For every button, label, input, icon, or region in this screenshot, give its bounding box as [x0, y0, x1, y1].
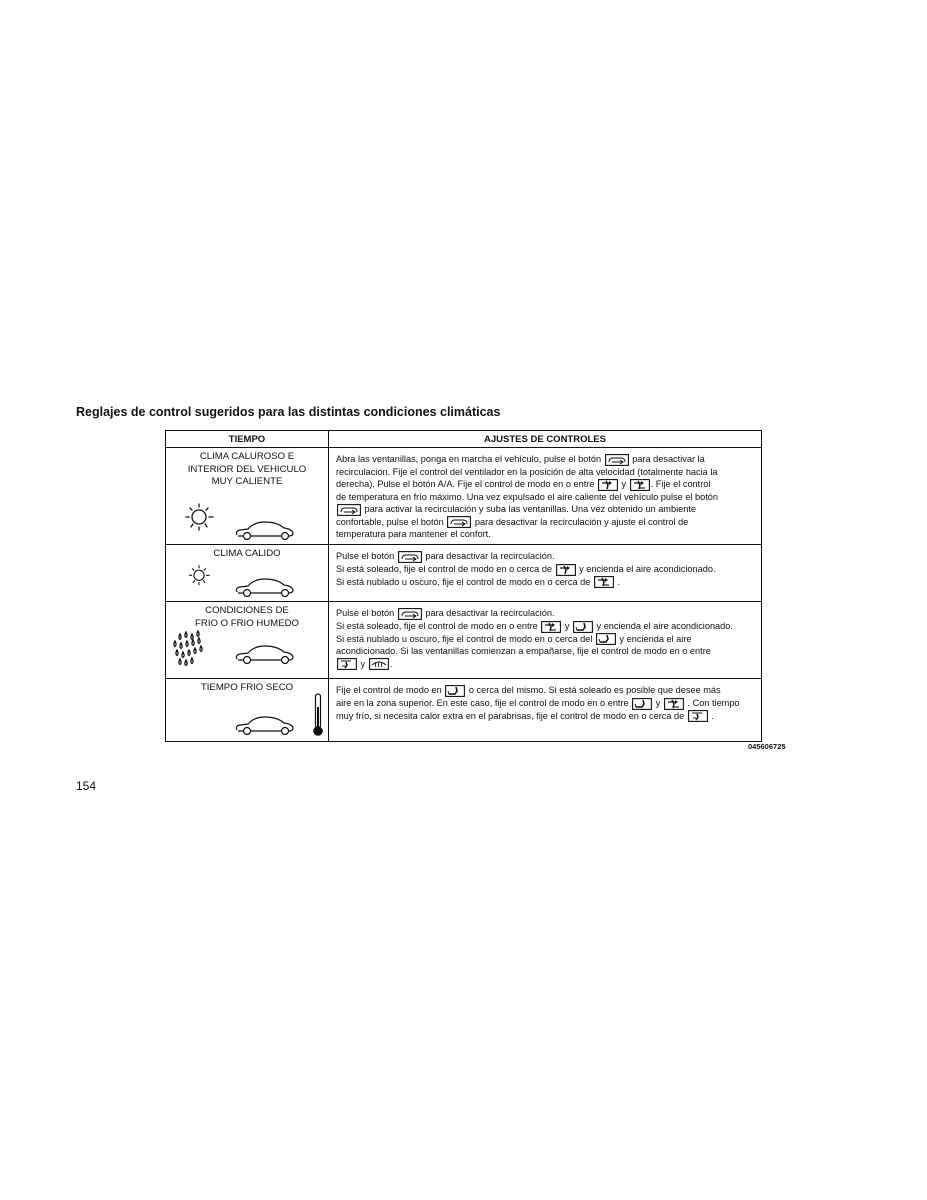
settings-cell: [329, 545, 762, 602]
car-icon: [234, 715, 296, 735]
bilevel-mode-icon: [541, 621, 561, 633]
settings-text: aire en la zona superior. En este caso, fije el control de modo en o entre: [336, 698, 632, 709]
sun-icon: [182, 503, 216, 533]
settings-cell: [329, 448, 762, 545]
table-row: [166, 602, 762, 679]
header-settings: AJUSTES DE CONTROLES: [329, 431, 762, 448]
settings-text: recirculación. Fije el control del ventilador en la posición de alta velocidad (totalmente hacia la: [336, 466, 718, 477]
settings-line: [336, 658, 757, 671]
settings-text: Pulse el botón: [336, 551, 397, 562]
settings-text: .: [614, 576, 621, 587]
settings-line: [336, 697, 757, 710]
page-title: Reglajes de control sugeridos para las distintas condiciones climáticas: [76, 405, 501, 419]
raindrop: [179, 634, 181, 640]
settings-line: [336, 516, 757, 529]
raindrop: [191, 658, 193, 664]
raindrop: [174, 641, 176, 647]
raindrop: [188, 650, 190, 656]
settings-text: .: [708, 710, 714, 721]
settings-text: .: [389, 658, 393, 669]
table-row: [166, 545, 762, 602]
settings-text: Si está nublado u oscuro, fije el control de modo en o cerca de: [336, 576, 593, 587]
settings-text: Pulse el botón: [336, 608, 397, 619]
settings-text: de temperatura en frío máximo. Una vez expulsado el aire caliente del vehículo pulse el botón: [336, 491, 719, 502]
car-icon: [234, 644, 296, 664]
settings-text: acondicionado. Si las ventanillas comienzan a empañarse, fije el control de modo en o entre: [336, 646, 711, 657]
weather-name: [166, 545, 328, 561]
settings-text: derecha). Pulse el botón A/A. Fije el control de modo en o entre: [336, 478, 597, 489]
sun-icon: [186, 565, 212, 587]
settings-line: [336, 466, 757, 478]
settings-line: [336, 478, 757, 491]
settings-line: [336, 550, 757, 563]
settings-line: [336, 633, 757, 646]
weather-name: [166, 448, 328, 489]
panel-mode-icon: [598, 479, 618, 491]
climate-settings-table: [165, 430, 762, 742]
raindrop: [191, 634, 193, 640]
weather-cell: [166, 545, 329, 602]
settings-text: y: [358, 658, 368, 669]
settings-line: [336, 684, 757, 697]
settings-text: para desactivar la recirculación.: [422, 551, 555, 562]
bilevel-mode-icon: [594, 576, 614, 588]
settings-cell: [329, 679, 762, 742]
raindrop: [179, 659, 181, 665]
weather-name-line: CONDICIONES DE: [205, 605, 289, 617]
weather-name-line: TIEMPO FRIO SECO: [200, 682, 294, 694]
settings-text: para activar la recirculación y suba las ventanillas. Una vez obtenido un ambiente: [362, 503, 696, 514]
weather-name: [166, 602, 328, 630]
mix-mode-icon: [688, 710, 708, 722]
raindrop: [185, 660, 187, 666]
bilevel-mode-icon: [630, 479, 650, 491]
settings-text: y encienda el aire: [616, 633, 692, 644]
weather-name-line: CLIMA CALUROSO E: [199, 451, 295, 462]
settings-text: . Fije el control: [650, 478, 711, 489]
weather-name-line: CLIMA CALIDO: [213, 548, 281, 560]
settings-text: para desactivar la recirculación.: [422, 608, 555, 619]
settings-text: o cerca del mismo. Si está soleado es posible que desee más: [466, 685, 721, 696]
weather-cell: [166, 448, 329, 545]
mix-mode-icon: [337, 658, 357, 670]
settings-text: y encienda el aire acondicionado.: [594, 621, 733, 632]
raindrop: [200, 646, 202, 652]
settings-text: Abra las ventanillas, ponga en marcha el vehículo, pulse el botón: [336, 454, 604, 464]
settings-line: [336, 453, 757, 466]
raindrop: [182, 652, 184, 658]
weather-cell: [166, 602, 329, 679]
settings-line: [336, 503, 757, 516]
floor-mode-icon: [573, 621, 593, 633]
settings-text: temperatura para mantener el confort.: [336, 529, 491, 540]
table-header-row: [166, 431, 762, 448]
settings-cell: [329, 602, 762, 679]
settings-text: Si está soleado, fije el control de modo en o cerca de: [336, 564, 555, 575]
settings-line: [336, 528, 757, 540]
raindrop: [197, 631, 199, 637]
raindrop: [186, 641, 188, 647]
recirculation-icon: [337, 504, 361, 516]
car-icon: [234, 577, 296, 597]
recirculation-icon: [605, 454, 629, 466]
floor-mode-icon: [596, 633, 616, 645]
settings-line: [336, 607, 757, 620]
weather-cell: [166, 679, 329, 742]
settings-text: y: [562, 621, 572, 632]
settings-line: [336, 620, 757, 633]
settings-line: [336, 563, 757, 576]
settings-line: [336, 576, 757, 589]
raindrop: [176, 650, 178, 656]
recirculation-icon: [447, 516, 471, 528]
figure-code: 045606725: [748, 742, 786, 751]
weather-name-line: MUY CALIENTE: [211, 476, 283, 488]
settings-text: Fije el control de modo en: [336, 685, 445, 696]
settings-text: Si está soleado, fije el control de modo en o entre: [336, 621, 541, 632]
table-row: [166, 448, 762, 545]
recirculation-icon: [398, 551, 422, 563]
raindrops-icon: [172, 628, 212, 666]
raindrop: [198, 638, 200, 644]
page-number: 154: [76, 779, 97, 793]
settings-line: [336, 491, 757, 503]
thermometer-icon: [312, 693, 324, 737]
raindrop: [192, 640, 194, 646]
floor-mode-icon: [632, 698, 652, 710]
floor-mode-icon: [445, 685, 465, 697]
settings-text: para desactivar la recirculación y ajuste el control de: [472, 516, 689, 527]
settings-line: [336, 710, 757, 723]
settings-text: para desactivar la: [629, 454, 705, 464]
raindrop: [185, 632, 187, 638]
settings-text: . Con tiempo: [684, 698, 740, 709]
table-row: [166, 679, 762, 742]
settings-text: y: [653, 698, 663, 709]
recirculation-icon: [398, 608, 422, 620]
panel-mode-icon: [556, 564, 576, 576]
raindrop: [194, 648, 196, 654]
defrost-mode-icon: [369, 658, 389, 670]
settings-text: confortable, pulse el botón: [336, 516, 447, 527]
settings-text: y: [618, 478, 629, 489]
raindrop: [180, 643, 182, 649]
settings-text: muy frío, si necesita calor extra en el parabrisas, fije el control de modo en o cerca de: [336, 710, 687, 721]
bilevel-mode-icon: [664, 698, 684, 710]
car-icon: [234, 520, 296, 540]
header-weather: TIEMPO: [166, 431, 329, 448]
weather-name-line: INTERIOR DEL VEHICULO: [187, 463, 307, 475]
weather-name-line: FRIO O FRIO HUMEDO: [195, 618, 299, 630]
weather-name: [166, 679, 328, 695]
settings-text: y encienda el aire acondicionado.: [576, 564, 716, 575]
settings-line: [336, 645, 757, 657]
settings-text: Si está nublado u oscuro, fije el control de modo en o cerca del: [336, 633, 595, 644]
